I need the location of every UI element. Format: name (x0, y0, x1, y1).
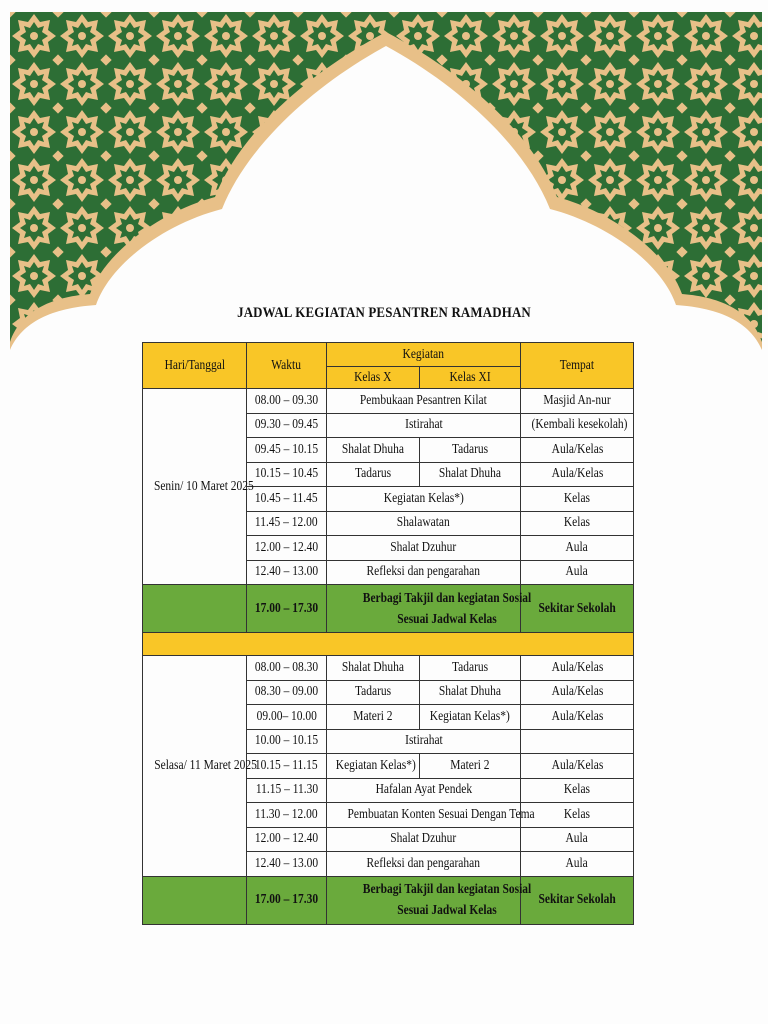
time-cell: 10.45 – 11.45 (247, 487, 327, 512)
highlight-activity-cell: Berbagi Takjil dan kegiatan Sosial Sesuai Jadwal Kelas (327, 585, 521, 633)
place-cell: Aula (521, 827, 634, 852)
place-cell (521, 729, 634, 754)
place-cell: Kelas (521, 803, 634, 828)
place-cell: Aula/Kelas (521, 656, 634, 681)
highlight-row (143, 585, 634, 633)
place-cell: Aula (521, 536, 634, 561)
page-title: JADWAL KEGIATAN PESANTREN RAMADHAN (237, 305, 531, 321)
highlight-day-cell (143, 585, 247, 633)
highlight-day-cell (143, 876, 247, 924)
class-x-cell: Shalat Dhuha (327, 438, 420, 463)
header-class-xi: Kelas XI (420, 367, 521, 389)
class-xi-cell: Shalat Dhuha (420, 680, 521, 705)
highlight-row (143, 876, 634, 924)
time-cell: 08.30 – 09.00 (247, 680, 327, 705)
table-row (143, 656, 634, 681)
place-cell: Aula (521, 852, 634, 877)
table-row (143, 389, 634, 414)
activity-cell: Pembuatan Konten Sesuai Dengan Tema (327, 803, 521, 828)
place-cell: (Kembali kesekolah) (521, 413, 634, 438)
time-cell: 09.30 – 09.45 (247, 413, 327, 438)
time-cell: 10.15 – 11.15 (247, 754, 327, 779)
time-cell: 08.00 – 08.30 (247, 656, 327, 681)
header-place: Tempat (521, 343, 634, 389)
place-cell: Aula/Kelas (521, 438, 634, 463)
schedule-table (142, 342, 634, 925)
activity-cell: Shalat Dzuhur (327, 536, 521, 561)
place-cell: Kelas (521, 487, 634, 512)
header-day: Hari/Tanggal (143, 343, 247, 389)
header-class-x: Kelas X (327, 367, 420, 389)
place-cell: Aula/Kelas (521, 680, 634, 705)
time-cell: 12.40 – 13.00 (247, 560, 327, 585)
time-cell: 08.00 – 09.30 (247, 389, 327, 414)
activity-cell: Istirahat (327, 413, 521, 438)
activity-cell: Refleksi dan pengarahan (327, 852, 521, 877)
activity-cell: Kegiatan Kelas*) (327, 487, 521, 512)
time-cell: 10.00 – 10.15 (247, 729, 327, 754)
day-label: Senin/ 10 Maret 2025 (143, 389, 247, 585)
place-cell: Kelas (521, 778, 634, 803)
time-cell: 12.40 – 13.00 (247, 852, 327, 877)
time-cell: 12.00 – 12.40 (247, 536, 327, 561)
place-cell: Masjid An-nur (521, 389, 634, 414)
highlight-place-cell: Sekitar Sekolah (521, 876, 634, 924)
header-row (143, 343, 634, 367)
time-cell: 12.00 – 12.40 (247, 827, 327, 852)
class-xi-cell: Kegiatan Kelas*) (420, 705, 521, 730)
place-cell: Aula/Kelas (521, 754, 634, 779)
class-xi-cell: Materi 2 (420, 754, 521, 779)
time-cell: 11.30 – 12.00 (247, 803, 327, 828)
activity-cell: Pembukaan Pesantren Kilat (327, 389, 521, 414)
class-xi-cell: Tadarus (420, 438, 521, 463)
place-cell: Aula/Kelas (521, 462, 634, 487)
activity-cell: Shalawatan (327, 511, 521, 536)
header-activity: Kegiatan (327, 343, 521, 367)
islamic-pattern-banner (10, 12, 762, 352)
separator-row (143, 633, 634, 656)
time-cell: 09.00– 10.00 (247, 705, 327, 730)
class-x-cell: Shalat Dhuha (327, 656, 420, 681)
place-cell: Kelas (521, 511, 634, 536)
class-x-cell: Tadarus (327, 462, 420, 487)
highlight-activity-cell: Berbagi Takjil dan kegiatan Sosial Sesuai Jadwal Kelas (327, 876, 521, 924)
time-cell: 10.15 – 10.45 (247, 462, 327, 487)
time-cell: 09.45 – 10.15 (247, 438, 327, 463)
place-cell: Aula (521, 560, 634, 585)
activity-cell: Refleksi dan pengarahan (327, 560, 521, 585)
class-x-cell: Materi 2 (327, 705, 420, 730)
separator-cell (143, 633, 634, 656)
time-cell: 11.45 – 12.00 (247, 511, 327, 536)
activity-cell: Istirahat (327, 729, 521, 754)
activity-cell: Shalat Dzuhur (327, 827, 521, 852)
day-label: Selasa/ 11 Maret 2025 (143, 656, 247, 877)
class-x-cell: Kegiatan Kelas*) (327, 754, 420, 779)
highlight-time-cell: 17.00 – 17.30 (247, 585, 327, 633)
activity-cell: Hafalan Ayat Pendek (327, 778, 521, 803)
time-cell: 11.15 – 11.30 (247, 778, 327, 803)
header-time: Waktu (247, 343, 327, 389)
highlight-place-cell: Sekitar Sekolah (521, 585, 634, 633)
highlight-time-cell: 17.00 – 17.30 (247, 876, 327, 924)
class-xi-cell: Shalat Dhuha (420, 462, 521, 487)
class-x-cell: Tadarus (327, 680, 420, 705)
place-cell: Aula/Kelas (521, 705, 634, 730)
class-xi-cell: Tadarus (420, 656, 521, 681)
